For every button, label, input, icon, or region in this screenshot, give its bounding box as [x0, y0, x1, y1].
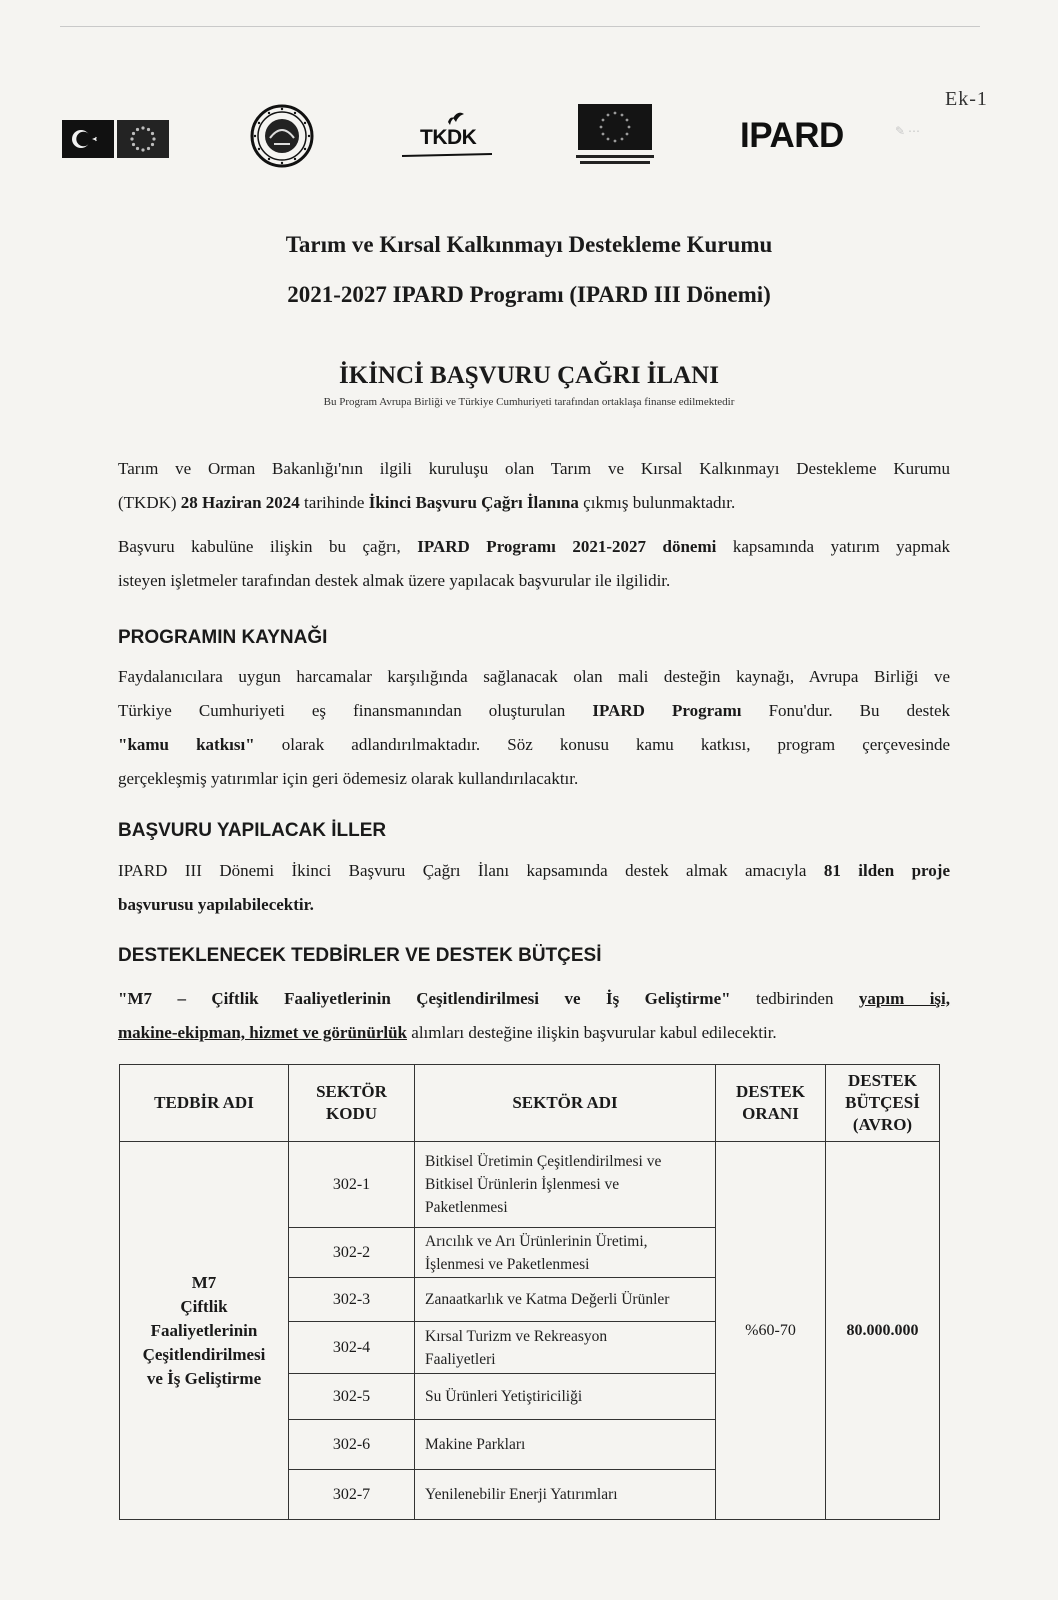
- section-heading-provinces: BAŞVURU YAPILACAK İLLER: [118, 820, 387, 841]
- header-sector-name: SEKTÖR ADI: [415, 1065, 716, 1142]
- provinces-line2: [118, 888, 950, 922]
- sector-name-cell: Makine Parkları: [415, 1420, 716, 1470]
- eu-flag-icon: [117, 120, 169, 158]
- intro-paragraph-2: [118, 530, 950, 598]
- sector-name-line: Faaliyetleri: [425, 1350, 496, 1368]
- sector-name-cell: [415, 1228, 716, 1278]
- measure-line: ve İş Geliştirme: [146, 1368, 262, 1388]
- table-row: [120, 1142, 940, 1228]
- intro-p1-line1: Tarım ve Orman Bakanlığı'nın ilgili kuruluşu olan Tarım ve Kırsal Kalkınmayı Destekleme Kurumu: [118, 459, 950, 478]
- header-line: BÜTÇESİ: [845, 1093, 920, 1112]
- support-rate-cell: %60-70: [716, 1142, 826, 1520]
- source-paragraph: [118, 660, 950, 796]
- underlined-text: yapım işi,: [858, 989, 951, 1008]
- text-fragment: Başvuru kabulüne ilişkin bu çağrı,: [118, 537, 418, 556]
- header-line: ORANI: [742, 1104, 799, 1123]
- header-line: (AVRO): [852, 1115, 913, 1134]
- source-line4: gerçekleşmiş yatırımlar için geri ödemesiz olarak kullandırılacaktır.: [118, 769, 579, 788]
- intro-p2-line1: [118, 530, 950, 564]
- ministry-seal-icon: [250, 104, 314, 168]
- measure-line: Çiftlik: [180, 1296, 228, 1316]
- measure-line: M7: [191, 1272, 217, 1292]
- measures-line2: [118, 1016, 950, 1050]
- sector-name-line: Bitkisel Ürünlerin İşlenmesi ve: [425, 1176, 620, 1193]
- sector-code-cell: 302-6: [289, 1420, 415, 1470]
- top-rule: [60, 26, 980, 27]
- sector-name-cell: Zanaatkarlık ve Katma Değerli Ürünler: [415, 1278, 716, 1322]
- source-line3: [118, 728, 950, 762]
- measures-paragraph: [118, 982, 950, 1050]
- text-fragment: alımları desteğine ilişkin başvurular kabul edilecektir.: [407, 1023, 777, 1042]
- sector-name-cell: [415, 1142, 716, 1228]
- header-support-budget: [826, 1065, 940, 1142]
- eu-funding-caption-icon: [574, 153, 656, 167]
- header-measure-name: TEDBİR ADI: [120, 1065, 289, 1142]
- funding-note: Bu Program Avrupa Birliği ve Türkiye Cumhuriyeti tarafından ortaklaşa finanse edilmektedir: [323, 396, 735, 408]
- measure-name-cell: [120, 1142, 289, 1520]
- program-name-text: IPARD Programı: [592, 701, 742, 720]
- header-sector-code: [289, 1065, 415, 1142]
- sector-name-cell: Su Ürünleri Yetiştiriciliği: [415, 1374, 716, 1420]
- sector-name-line: Paketlenmesi: [425, 1199, 508, 1216]
- tkdk-logo-text: TKDK: [420, 126, 477, 149]
- section-heading-source: PROGRAMIN KAYNAĞI: [118, 627, 328, 648]
- text-fragment: Türkiye Cumhuriyeti eş finansmanından oluşturulan: [118, 701, 593, 720]
- turkish-flag-icon: [62, 120, 114, 158]
- provinces-line1: [118, 854, 950, 888]
- sector-name-line: Arıcılık ve Arı Ürünlerinin Üretimi,: [425, 1232, 648, 1250]
- eu-funding-icon: [578, 104, 652, 150]
- call-name-text: İkinci Başvuru Çağrı İlanına: [368, 493, 579, 512]
- institution-title: Tarım ve Kırsal Kalkınmayı Destekleme Kurumu: [285, 232, 773, 257]
- sector-code-cell: 302-2: [289, 1228, 415, 1278]
- text-fragment: kapsamında yatırım yapmak: [716, 537, 950, 556]
- ipard-logo: IPARD: [740, 116, 844, 155]
- header-line: KODU: [326, 1104, 377, 1123]
- header-line: DESTEK: [736, 1082, 805, 1101]
- call-title: İKİNCİ BAŞVURU ÇAĞRI İLANI: [339, 362, 719, 389]
- sector-code-cell: 302-5: [289, 1374, 415, 1420]
- support-budget-cell: 80.000.000: [826, 1142, 940, 1520]
- underlined-text: makine-ekipman, hizmet ve görünürlük: [118, 1023, 408, 1042]
- source-line2: [118, 694, 950, 728]
- table-header-row: [120, 1065, 940, 1142]
- header-line: DESTEK: [848, 1071, 917, 1090]
- header-line: SEKTÖR: [316, 1082, 387, 1101]
- sector-code-cell: 302-7: [289, 1470, 415, 1520]
- text-fragment: tedbirinden: [730, 989, 859, 1008]
- sector-code-cell: 302-3: [289, 1278, 415, 1322]
- measures-line1: [118, 982, 950, 1016]
- measures-table: [119, 1064, 940, 1520]
- text-fragment: (TKDK): [118, 493, 181, 512]
- sector-name-cell: [415, 1322, 716, 1374]
- public-contribution-text: "kamu katkısı": [118, 735, 255, 754]
- sector-name-line: İşlenmesi ve Paketlenmesi: [425, 1255, 590, 1273]
- sector-name-cell: Yenilenebilir Enerji Yatırımları: [415, 1470, 716, 1520]
- text-fragment: tarihinde: [299, 493, 369, 512]
- sector-name-line: Bitkisel Üretimin Çeşitlendirilmesi ve: [425, 1153, 662, 1170]
- measure-line: Çeşitlendirilmesi: [142, 1344, 266, 1364]
- header-support-rate: [716, 1065, 826, 1142]
- intro-paragraph-1: [118, 452, 950, 520]
- annex-label: Ek-1: [945, 88, 988, 110]
- source-line1: Faydalanıcılara uygun harcamalar karşılığında sağlanacak olan mali desteğin kaynağı, Avrupa Birliği ve: [118, 667, 950, 686]
- text-fragment: Fonu'dur. Bu destek: [741, 701, 950, 720]
- measure-name-text: "M7 – Çiftlik Faaliyetlerinin Çeşitlendirilmesi ve İş Geliştirme": [118, 989, 731, 1008]
- date-text: 28 Haziran 2024: [180, 493, 300, 512]
- text-fragment: başvurusu yapılabilecektir.: [118, 895, 314, 914]
- faint-mark-icon: ✎ ⋯: [895, 124, 921, 138]
- program-period-text: IPARD Programı 2021-2027 dönemi: [417, 537, 717, 556]
- sector-code-cell: 302-1: [289, 1142, 415, 1228]
- text-fragment: olarak adlandırılmaktadır. Söz konusu kamu katkısı, program çerçevesinde: [254, 735, 950, 754]
- text-fragment: çıkmış bulunmaktadır.: [578, 493, 736, 512]
- text-fragment: IPARD III Dönemi İkinci Başvuru Çağrı İlanı kapsamında destek almak amacıyla: [118, 861, 824, 880]
- measure-line: Faaliyetlerinin: [150, 1320, 258, 1340]
- intro-p1-line2: [118, 486, 950, 520]
- provinces-paragraph: [118, 854, 950, 922]
- section-heading-measures: DESTEKLENECEK TEDBİRLER VE DESTEK BÜTÇESİ: [118, 945, 602, 966]
- intro-p2-line2: isteyen işletmeler tarafından destek almak üzere yapılacak başvurular ile ilgilidir.: [118, 571, 671, 590]
- tkdk-logo: [398, 110, 498, 170]
- sector-name-line: Kırsal Turizm ve Rekreasyon: [425, 1327, 608, 1345]
- program-title: 2021-2027 IPARD Programı (IPARD III Dönemi): [287, 282, 771, 307]
- province-count-text: 81 ilden proje: [823, 861, 950, 880]
- sector-code-cell: 302-4: [289, 1322, 415, 1374]
